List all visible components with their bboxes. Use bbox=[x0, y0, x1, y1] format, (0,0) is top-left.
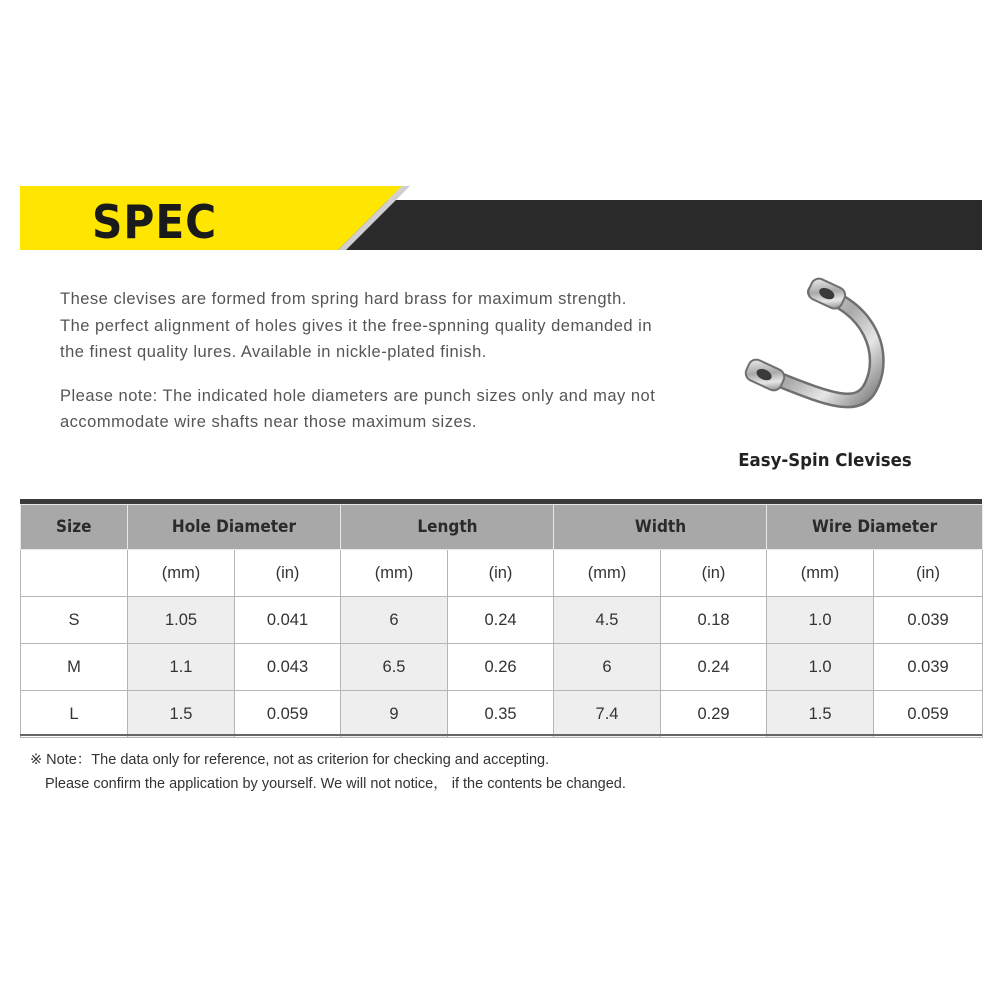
value-cell: 4.5 bbox=[554, 597, 661, 644]
value-cell: 0.24 bbox=[448, 597, 554, 644]
description-paragraph-1: These clevises are formed from spring hard brass for maximum strength. The perfect alignment of holes gives it the free-spnning quality demanded in the finest quality lures. Available in nickle-plated finish. bbox=[60, 290, 652, 361]
value-cell: 7.4 bbox=[554, 691, 661, 738]
value-cell: 0.24 bbox=[661, 644, 767, 691]
units-row bbox=[21, 550, 983, 597]
header-width: Width bbox=[554, 505, 767, 550]
unit-cell: (in) bbox=[235, 550, 341, 597]
unit-cell: (mm) bbox=[341, 550, 448, 597]
value-cell: 1.05 bbox=[128, 597, 235, 644]
header-hole-diameter: Hole Diameter bbox=[128, 505, 341, 550]
value-cell: 6 bbox=[554, 644, 661, 691]
value-cell: 0.059 bbox=[874, 691, 983, 738]
note-line-1: ※ Note：The data only for reference, not as criterion for checking and accepting. bbox=[30, 752, 550, 768]
product-description bbox=[60, 286, 660, 453]
value-cell: 0.059 bbox=[235, 691, 341, 738]
value-cell: 1.5 bbox=[128, 691, 235, 738]
table-row bbox=[21, 644, 983, 691]
unit-cell: (in) bbox=[874, 550, 983, 597]
description-paragraph-2: Please note: The indicated hole diameters are punch sizes only and may not accommodate wire shafts near those maximum sizes. bbox=[60, 386, 656, 431]
size-cell: L bbox=[21, 691, 128, 738]
value-cell: 1.0 bbox=[767, 644, 874, 691]
size-cell: M bbox=[21, 644, 128, 691]
value-cell: 1.5 bbox=[767, 691, 874, 738]
size-cell: S bbox=[21, 597, 128, 644]
unit-cell: (in) bbox=[661, 550, 767, 597]
unit-cell: (mm) bbox=[128, 550, 235, 597]
page-title: SPEC bbox=[92, 195, 218, 249]
unit-cell: (mm) bbox=[554, 550, 661, 597]
value-cell: 1.1 bbox=[128, 644, 235, 691]
table-bottom-rule bbox=[20, 734, 982, 736]
value-cell: 0.18 bbox=[661, 597, 767, 644]
value-cell: 0.26 bbox=[448, 644, 554, 691]
value-cell: 6 bbox=[341, 597, 448, 644]
table-row bbox=[21, 597, 983, 644]
clevis-image bbox=[720, 270, 930, 480]
value-cell: 0.039 bbox=[874, 644, 983, 691]
note-line-2: Please confirm the application by yourself. We will not notice， if the contents be changed. bbox=[45, 776, 626, 792]
product-caption: Easy-Spin Clevises bbox=[738, 450, 912, 471]
header-wire-diameter: Wire Diameter bbox=[767, 505, 983, 550]
value-cell: 0.039 bbox=[874, 597, 983, 644]
unit-cell: (mm) bbox=[767, 550, 874, 597]
value-cell: 6.5 bbox=[341, 644, 448, 691]
value-cell: 9 bbox=[341, 691, 448, 738]
value-cell: 0.29 bbox=[661, 691, 767, 738]
value-cell: 1.0 bbox=[767, 597, 874, 644]
value-cell: 0.043 bbox=[235, 644, 341, 691]
header-size: Size bbox=[21, 505, 128, 550]
header-row bbox=[21, 505, 983, 550]
value-cell: 0.041 bbox=[235, 597, 341, 644]
unit-cell: (in) bbox=[448, 550, 554, 597]
header-length: Length bbox=[341, 505, 554, 550]
disclaimer-note bbox=[30, 748, 626, 796]
table-row bbox=[21, 691, 983, 738]
units-size-cell bbox=[21, 550, 128, 597]
value-cell: 0.35 bbox=[448, 691, 554, 738]
clevis-icon bbox=[720, 270, 930, 480]
spec-table bbox=[20, 504, 983, 738]
spec-banner bbox=[20, 186, 982, 250]
